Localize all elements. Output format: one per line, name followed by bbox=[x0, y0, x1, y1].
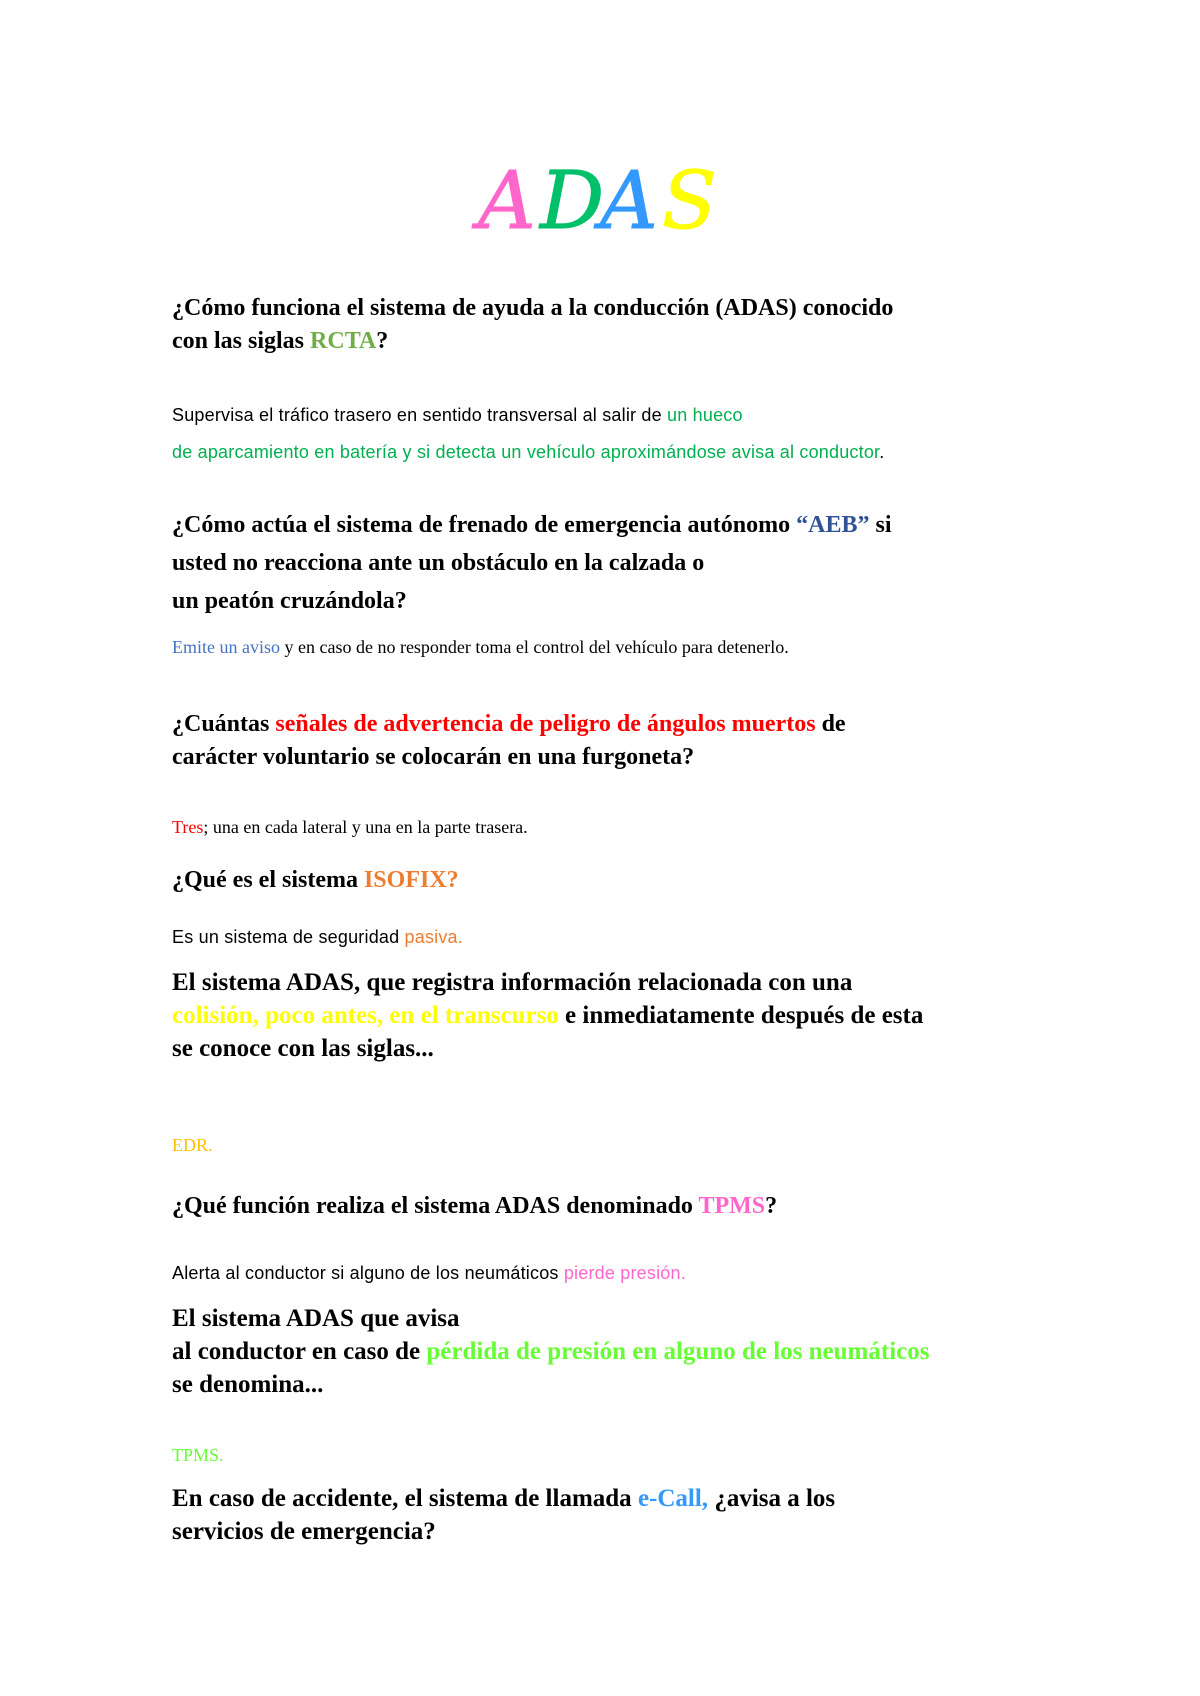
question-text: se denomina... bbox=[172, 1371, 324, 1398]
question-isofix bbox=[172, 864, 1052, 897]
question-text: e inmediatamente después de esta bbox=[558, 1002, 924, 1029]
question-tpms-name bbox=[172, 1302, 1052, 1401]
question-text: carácter voluntario se colocarán en una furgoneta? bbox=[172, 744, 695, 770]
highlight-aviso: Emite un aviso bbox=[172, 637, 280, 657]
title-letter-a1: A bbox=[478, 154, 536, 240]
question-rcta bbox=[172, 292, 1052, 358]
question-aeb bbox=[172, 506, 1052, 620]
answer-senales bbox=[172, 814, 1052, 840]
highlight-tpms-answer: TPMS. bbox=[172, 1445, 224, 1465]
answer-rcta bbox=[172, 397, 1052, 471]
highlight-isofix: ISOFIX? bbox=[363, 867, 459, 893]
question-text: En caso de accidente, el sistema de llamada bbox=[172, 1485, 638, 1512]
answer-isofix bbox=[172, 924, 1052, 950]
answer-text: Es un sistema de seguridad bbox=[172, 927, 405, 947]
question-text: ? bbox=[376, 328, 389, 354]
highlight-aparcamiento: de aparcamiento en batería y si detecta un vehículo aproximándose avisa al conductor bbox=[172, 442, 880, 462]
question-tpms bbox=[172, 1190, 1052, 1223]
question-ecall bbox=[172, 1482, 1052, 1548]
question-text: se conoce con las siglas... bbox=[172, 1035, 434, 1062]
highlight-senales: señales de advertencia de peligro de ángulos muertos bbox=[275, 711, 816, 737]
title-letter-s: S bbox=[662, 154, 717, 240]
question-text: El sistema ADAS, que registra información relacionada con una bbox=[172, 969, 853, 996]
title-adas-logo bbox=[470, 150, 730, 240]
title-letter-a2: A bbox=[600, 154, 658, 240]
question-text: si bbox=[869, 512, 892, 538]
question-text: de bbox=[815, 711, 846, 737]
title-letter-d: D bbox=[540, 154, 605, 240]
question-text: ¿avisa a los bbox=[708, 1485, 836, 1512]
question-senales bbox=[172, 708, 1052, 774]
highlight-rcta: RCTA bbox=[310, 328, 377, 354]
question-text: ¿Qué es el sistema bbox=[172, 867, 364, 893]
highlight-tres: Tres bbox=[172, 817, 204, 837]
answer-aeb bbox=[172, 634, 1052, 660]
question-text: ? bbox=[765, 1193, 778, 1219]
answer-edr bbox=[172, 1132, 1052, 1158]
question-text: ¿Cómo actúa el sistema de frenado de emergencia autónomo bbox=[172, 512, 797, 538]
answer-text: . bbox=[879, 442, 885, 462]
question-text: con las siglas bbox=[172, 328, 311, 354]
answer-text: Supervisa el tráfico trasero en sentido transversal al salir de bbox=[172, 405, 668, 425]
highlight-colision: colisión, poco antes, en el transcurso bbox=[172, 1002, 559, 1029]
question-text: ¿Qué función realiza el sistema ADAS denominado bbox=[172, 1193, 699, 1219]
question-text: servicios de emergencia? bbox=[172, 1518, 436, 1545]
answer-tpms bbox=[172, 1260, 1052, 1286]
question-text: ¿Cómo funciona el sistema de ayuda a la conducción (ADAS) conocido bbox=[172, 295, 894, 321]
question-edr bbox=[172, 966, 1052, 1065]
highlight-pasiva: pasiva. bbox=[404, 927, 463, 947]
question-text: ¿Cuántas bbox=[172, 711, 276, 737]
answer-text: y en caso de no responder toma el control del vehículo para detenerlo. bbox=[279, 637, 789, 657]
question-text: un peatón cruzándola? bbox=[172, 588, 407, 614]
highlight-ecall: e-Call, bbox=[637, 1485, 709, 1512]
highlight-tpms: TPMS bbox=[698, 1193, 766, 1219]
highlight-aeb: “AEB” bbox=[796, 512, 870, 538]
answer-text: ; una en cada lateral y una en la parte trasera. bbox=[203, 817, 528, 837]
highlight-edr: EDR. bbox=[172, 1135, 213, 1155]
highlight-hueco: un hueco bbox=[667, 405, 743, 425]
highlight-presion: pierde presión. bbox=[563, 1263, 686, 1283]
question-text: El sistema ADAS que avisa bbox=[172, 1305, 460, 1332]
document-title bbox=[0, 150, 1200, 250]
question-text: al conductor en caso de bbox=[172, 1338, 427, 1365]
answer-text: Alerta al conductor si alguno de los neumáticos bbox=[172, 1263, 564, 1283]
question-text: usted no reacciona ante un obstáculo en la calzada o bbox=[172, 550, 705, 576]
answer-tpms-name bbox=[172, 1442, 1052, 1468]
highlight-perdida: pérdida de presión en alguno de los neumáticos bbox=[426, 1338, 930, 1365]
